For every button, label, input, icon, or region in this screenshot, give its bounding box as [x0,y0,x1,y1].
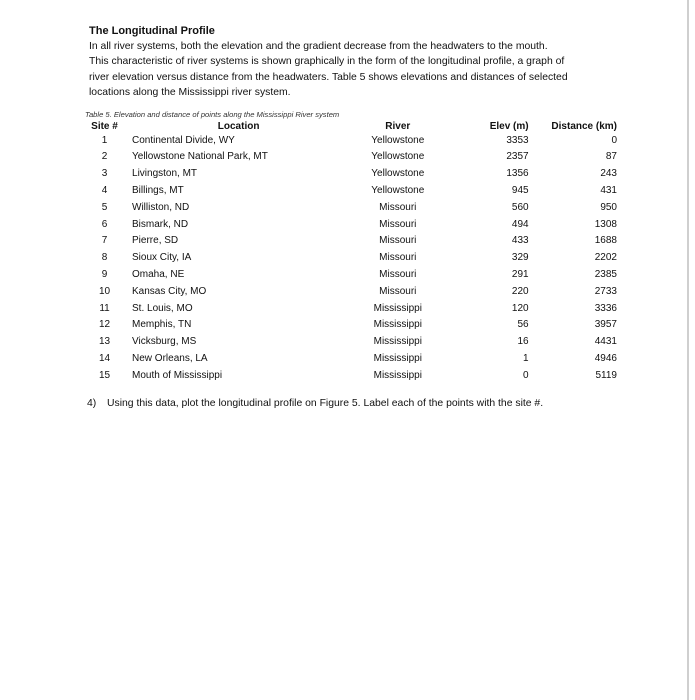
cell-river: Mississippi [373,319,422,331]
cell-distance: 2733 [594,285,617,297]
cell-distance: 0 [611,134,617,146]
cell-distance: 243 [600,168,617,180]
cell-distance: 1308 [594,218,617,230]
table-row [85,351,619,368]
cell-elev: 1 [523,352,529,364]
cell-site: 9 [101,269,108,280]
cell-site: 1 [101,134,108,146]
question-4 [87,396,619,411]
cell-distance: 431 [600,185,617,197]
cell-elev: 16 [517,336,529,348]
cell-location: Bismark, ND [132,218,189,230]
cell-location: New Orleans, LA [132,352,208,364]
document-body [85,24,619,411]
cell-elev: 0 [523,369,529,381]
table-row [85,200,619,217]
cell-site: 7 [101,235,108,247]
table-caption: Table 5. Elevation and distance of points along the Mississippi River system [85,109,340,119]
section-title: The Longitudinal Profile [89,25,215,37]
intro-line: river elevation versus distance from the headwaters. Table 5 shows elevations and distances of selected [89,71,568,83]
elevation-distance-table [85,120,619,385]
cell-site: 8 [101,252,108,264]
cell-elev: 329 [511,252,529,264]
header-distance: Distance (km) [551,120,617,132]
cell-location: Williston, ND [132,201,190,213]
table-row [85,149,619,166]
cell-river: Missouri [379,218,417,230]
question-text: Using this data, plot the longitudinal profile on Figure 5. Label each of the points with the site #. [107,397,544,409]
cell-site: 14 [98,352,111,364]
cell-location: Yellowstone National Park, MT [132,151,268,163]
table-row [85,250,619,267]
cell-river: Missouri [379,201,417,213]
cell-location: Billings, MT [132,185,184,197]
cell-elev: 1356 [506,168,529,180]
cell-elev: 2357 [506,151,529,163]
cell-distance: 1688 [594,235,617,247]
table-row [85,267,619,284]
cell-river: Yellowstone [371,168,425,180]
table-body [85,133,619,385]
cell-elev: 494 [511,218,529,230]
cell-site: 15 [98,369,111,381]
header-site: Site # [91,120,118,132]
cell-location: Mouth of Mississippi [132,369,223,381]
cell-site: 4 [101,185,108,197]
cell-river: Missouri [379,285,417,297]
cell-river: Missouri [379,252,417,264]
table-row [85,217,619,234]
cell-distance: 2385 [594,269,617,280]
table-row [85,334,619,351]
cell-elev: 291 [511,269,529,280]
cell-location: Memphis, TN [132,319,192,331]
cell-river: Mississippi [373,336,422,348]
cell-site: 2 [101,151,108,163]
cell-elev: 433 [511,235,529,247]
cell-elev: 3353 [506,134,529,146]
cell-location: Omaha, NE [132,269,185,280]
cell-distance: 3336 [594,302,617,314]
cell-elev: 945 [511,185,529,197]
cell-distance: 950 [600,201,617,213]
table-row [85,133,619,150]
question-number: 4) [87,397,97,409]
cell-location: St. Louis, MO [132,302,193,314]
cell-site: 3 [101,168,108,180]
cell-elev: 56 [517,319,529,331]
cell-site: 10 [98,285,111,297]
intro-line: locations along the Mississippi river system. [89,87,291,99]
header-elev: Elev (m) [489,120,529,132]
cell-distance: 4946 [594,352,617,364]
table-row [85,368,619,385]
table-row [85,301,619,318]
cell-site: 6 [101,218,108,230]
cell-location: Pierre, SD [132,235,179,247]
table-row [85,183,619,200]
cell-distance: 87 [605,151,617,163]
table-row [85,233,619,250]
cell-elev: 120 [511,302,529,314]
cell-river: Mississippi [373,352,422,364]
cell-site: 5 [101,201,108,213]
cell-river: Yellowstone [371,185,425,197]
cell-river: Yellowstone [371,151,425,163]
cell-distance: 3957 [594,319,617,331]
cell-river: Mississippi [373,302,422,314]
table-row [85,317,619,334]
cell-river: Missouri [379,269,417,280]
cell-site: 13 [98,336,111,348]
cell-river: Yellowstone [371,134,425,146]
cell-distance: 5119 [595,369,617,381]
cell-elev: 560 [511,201,529,213]
cell-distance: 4431 [594,336,617,348]
cell-location: Livingston, MT [132,168,198,180]
cell-elev: 220 [511,285,529,297]
header-river: River [385,120,411,132]
cell-site: 11 [99,302,110,314]
cell-river: Missouri [379,235,417,247]
cell-location: Continental Divide, WY [132,134,235,146]
intro-line: In all river systems, both the elevation and the gradient decrease from the headwaters to the mouth. [89,41,548,52]
table-header-row [85,120,619,133]
table-row [85,284,619,301]
cell-distance: 2202 [594,252,617,264]
intro-line: This characteristic of river systems is shown graphically in the form of the longitudinal profile, a graph of [89,56,565,68]
cell-river: Mississippi [373,369,422,381]
cell-location: Kansas City, MO [132,285,207,297]
header-location: Location [217,120,260,132]
cell-location: Vicksburg, MS [132,336,197,348]
cell-site: 12 [98,319,111,331]
cell-location: Sioux City, IA [132,252,192,264]
intro-paragraph [89,39,619,101]
table-row [85,166,619,183]
